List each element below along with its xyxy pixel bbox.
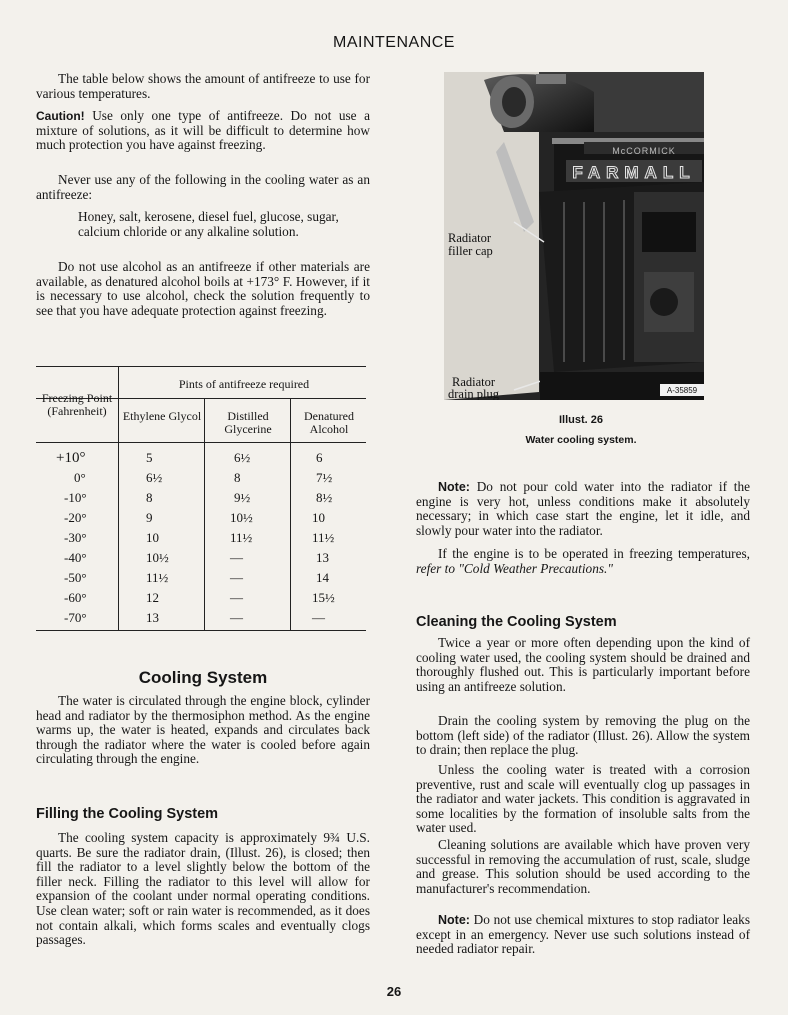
temp-cell: -20° (64, 510, 87, 525)
col-header-distilled: Distilled Glycerine (224, 409, 272, 436)
figure-caption: Water cooling system. (525, 434, 637, 446)
antifreeze-table (36, 366, 366, 632)
radiator-photo (444, 72, 704, 400)
intro-paragraph: The table below shows the amount of antifreeze to use for various temperatures. (36, 71, 370, 101)
glycerine-cell: 8 (234, 470, 241, 485)
table-row (36, 470, 366, 490)
glycerine-cell: 6½ (234, 450, 251, 465)
alcohol-cell: 8½ (316, 490, 333, 505)
filling-heading: Filling the Cooling System (36, 806, 219, 822)
alcohol-cell: 13 (316, 550, 329, 565)
note-label: Note: (438, 913, 470, 927)
cleaning-heading: Cleaning the Cooling System (416, 614, 617, 630)
cleaning-paragraph-4: Cleaning solutions are available which have proven very successful in removing the accumulation of rust, scale, sludge and grease. This solution should be used according to the manufacturer's recommendation. (416, 837, 750, 896)
table-row (36, 510, 366, 530)
ethylene-cell: 9 (146, 510, 153, 525)
table-row (36, 590, 366, 610)
mccormick-badge: McCORMICK (612, 146, 676, 156)
alcohol-cell: 6 (316, 450, 323, 465)
note-paragraph (416, 480, 750, 538)
temp-cell: -40° (64, 550, 87, 565)
alcohol-cell: 15½ (312, 590, 335, 605)
illust-number: Illust. 26 (558, 414, 604, 426)
page-number: 26 (386, 984, 402, 999)
alcohol-cell: 11½ (312, 530, 335, 545)
table-row (36, 570, 366, 590)
caution-text: Use only one type of antifreeze. Do not use a mixture of solutions, as it will be difficult to determine how much protection you have against freezing. (36, 108, 371, 153)
glycerine-cell: — (230, 590, 243, 605)
note-paragraph-2 (416, 913, 750, 957)
table-row (36, 450, 366, 470)
ethylene-cell: 10 (146, 530, 159, 545)
filling-paragraph: The cooling system capacity is approximately 9¾ U.S. quarts. Be sure the radiator drain, (Illust. 26), is closed; then fill the radiator to a level slightly below the bottom of the filler neck. Filling the radiator to this level will allow for expansion of the coolant under normal operating conditions. Use clean water; soft or rain water is recommended, as it does not contain alkali, which forms scales and eventually clogs passages. (36, 830, 370, 948)
glycerine-cell: — (230, 570, 243, 585)
cooling-heading: Cooling System (138, 668, 268, 687)
alcohol-cell: 7½ (316, 470, 333, 485)
alcohol-cell: — (312, 610, 325, 625)
glycerine-cell: 11½ (230, 530, 253, 545)
never-use-paragraph: Never use any of the following in the cooling water as an antifreeze: (36, 172, 370, 202)
note-text: Do not pour cold water into the radiator if the engine is very hot, unless conditions make it absolutely necessary; in which case start the engine, let it idle, and slowly pour water into the radiator. (416, 479, 750, 538)
table-rule (36, 630, 366, 631)
ethylene-cell: 10½ (146, 550, 169, 565)
ethylene-cell: 6½ (146, 470, 163, 485)
col-header-freezing: Freezing Point (Fahrenheit) (41, 391, 113, 418)
cooling-paragraph: The water is circulated through the engine block, cylinder head and radiator by the thermosiphon method. As the engine warms up, the water is heated, expands and circulates back through the radiator where the water is cooled before again circulating through the engine. (36, 693, 370, 767)
cleaning-paragraph-1: Twice a year or more often depending upon the kind of cooling water used, the cooling system should be drained and thoroughly flushed out. This is particularly important before using an antifreeze solution. (416, 635, 750, 694)
temp-cell: -30° (64, 530, 87, 545)
col-header-denatured: Denatured Alcohol (304, 409, 354, 436)
table-rule (36, 366, 366, 367)
temp-cell: -50° (64, 570, 87, 585)
freezing-paragraph (416, 547, 750, 576)
glycerine-cell: 9½ (234, 490, 251, 505)
glycerine-cell: — (230, 610, 243, 625)
note-text: Do not use chemical mixtures to stop radiator leaks except in an emergency. Never use such solutions instead of needed radiator repair. (416, 912, 750, 957)
cold-weather-reference: refer to "Cold Weather Precautions." (416, 560, 613, 576)
cleaning-paragraph-2: Drain the cooling system by removing the plug on the bottom (left side) of the radiator (Illust. 26). Allow the system to drain; then replace the plug. (416, 713, 750, 758)
ethylene-cell: 12 (146, 590, 159, 605)
caution-paragraph (36, 109, 370, 153)
drain-plug-label: Radiator drain plug (448, 375, 500, 400)
temp-cell: -70° (64, 610, 87, 625)
temp-cell: +10° (56, 450, 86, 466)
alcohol-cell: 10 (312, 510, 325, 525)
temp-cell: 0° (74, 470, 86, 485)
glycerine-cell: — (230, 550, 243, 565)
note-label: Note: (438, 480, 470, 494)
caution-label: Caution! (36, 109, 85, 123)
farmall-lettering: FARMALL (572, 163, 696, 182)
ethylene-cell: 5 (146, 450, 153, 465)
ethylene-cell: 8 (146, 490, 153, 505)
freezing-text: If the engine is to be operated in freezing temperatures, (438, 546, 750, 561)
temp-cell: -10° (64, 490, 87, 505)
alcohol-cell: 14 (316, 570, 329, 585)
table-row (36, 610, 366, 630)
col-header-ethylene: Ethylene Glycol (122, 409, 202, 423)
alcohol-paragraph: Do not use alcohol as an antifreeze if other materials are available, as denatured alcohol boils at +173° F. However, if it is necessary to use alcohol, check the solution frequently to see that you have adequate protection against freezing. (36, 259, 370, 318)
table-rule (36, 442, 366, 443)
glycerine-cell: 10½ (230, 510, 253, 525)
table-row (36, 490, 366, 510)
page-title: MAINTENANCE (333, 34, 455, 51)
temp-cell: -60° (64, 590, 87, 605)
cleaning-paragraph-3: Unless the cooling water is treated with a corrosion preventive, rust and scale will eventually clog up passages in the radiator and water jackets. This condition is aggravated in some localities by the formation of insoluble salts from the water used. (416, 762, 750, 836)
ethylene-cell: 13 (146, 610, 159, 625)
filler-cap-label: Radiator filler cap (448, 231, 493, 258)
figure-ref: A-35859 (666, 386, 698, 395)
table-row (36, 530, 366, 550)
ethylene-cell: 11½ (146, 570, 169, 585)
forbidden-list: Honey, salt, kerosene, diesel fuel, glucose, sugar, calcium chloride or any alkaline solution. (78, 209, 339, 239)
table-row (36, 550, 366, 570)
group-header: Pints of antifreeze required (178, 377, 310, 391)
